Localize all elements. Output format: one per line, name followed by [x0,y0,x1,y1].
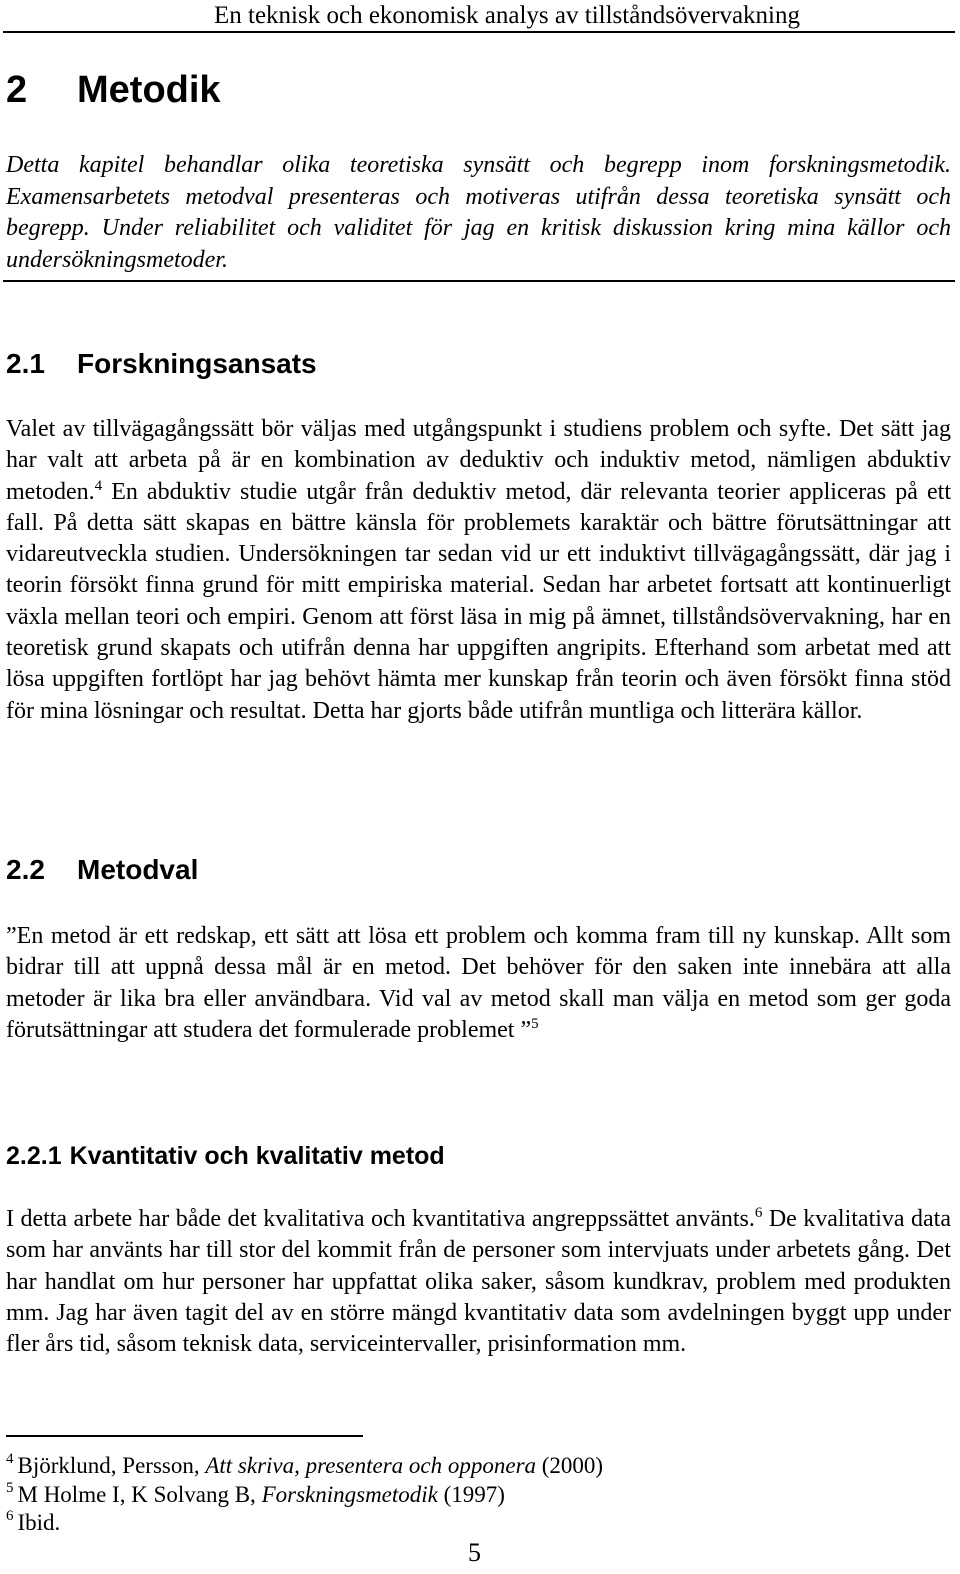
paragraph-text: Valet av tillvägagångssätt bör väljas med utgångspunkt i studiens problem och syfte. Det sätt jag har valt att arbeta på är en kombination av deduktiv och induktiv metod, nämligen abduktiv metoden. [6,416,951,505]
footnote-number: 5 [6,1479,14,1496]
footnote-text: Ibid. [17,1510,61,1535]
page-number: 5 [468,1538,481,1567]
footnote [6,1452,603,1481]
intro-rule [3,280,955,282]
section-heading-2-1 [6,347,317,381]
section-number: 2.1 [6,348,45,379]
section-heading-2-2 [6,853,198,887]
section-heading-2-2-1 [6,1139,445,1173]
chapter-heading [6,66,221,114]
footnote-number: 6 [6,1508,14,1524]
footnote [6,1481,603,1510]
section-title: Forskningsansats [77,348,317,379]
section-2-1-paragraph [6,414,951,727]
footnote-ref: 5 [531,1015,539,1032]
footnote-text: Björklund, Persson, [17,1453,206,1478]
chapter-intro: Detta kapitel behandlar olika teoretiska synsätt och begrepp inom forskningsmetodik. Examensarbetets metodval presenteras och motiveras utifrån dessa teoretiska synsätt och begrepp. Under reliabilitet och validitet för jag en kritisk diskussion kring mina källor och undersökningsmetoder. [6,152,951,274]
footnote-year: (1997) [437,1481,505,1507]
chapter-number: 2 [6,69,28,111]
footnote-title: Forskningsmetodik [261,1481,438,1507]
section-2-2-quote [6,921,951,1046]
paragraph-text: De kvalitativa data som har använts har till stor del kommit från de personer som intervjuats under arbetets gång. Det har handlat om hur personer har uppfattat olika saker, såsom kundkrav, problem med produkten mm. Jag har även tagit del av en större mängd kvantitativ data som avdelningen byggt upp under fler års tid, såsom teknisk data, serviceintervaller, prisinformation mm. [6,1206,951,1358]
footnote-year: (2000) [536,1453,604,1478]
footnote [6,1509,603,1538]
chapter-title: Metodik [77,69,221,111]
footnote-number: 4 [6,1451,14,1467]
header-rule [3,31,955,33]
footnote-ref: 4 [94,477,103,494]
running-header: En teknisk och ekonomisk analys av tillståndsövervakning [213,2,800,29]
section-2-2-1-paragraph [6,1204,951,1360]
paragraph-text: I detta arbete har både det kvalitativa och kvantitativa angreppssättet använts. [6,1206,755,1232]
section-number: 2.2.1 [6,1142,62,1170]
footnote-list [6,1452,603,1538]
section-title: Metodval [77,854,199,885]
section-title: Kvantitativ och kvalitativ metod [69,1142,445,1170]
section-number: 2.2 [6,854,45,885]
paragraph-text: En abduktiv studie utgår från deduktiv metod, där relevanta teorier appliceras på ett fall. På detta sätt skapas en bättre känsla för problemets karaktär och bättre förutsättningar att vidareutveckla studien. Undersökningen tar sedan vid ur ett induktivt tillvägagångssätt, där jag i teorin försökt finna grund för mitt empiriska material. Sedan har arbetet fortsatt att kontinuerligt växla mellan teori och empiri. Genom att först läsa in mig på ämnet, tillståndsövervakning, har en teoretisk grund skapats och utifrån denna har uppgiften angripits. Efterhand som arbetat med att lösa uppgiften fortlöpt har jag behövt hämta mer kunskap från teorin och även försökt finna stöd för mina lösningar och resultat. Detta har gjorts både utifrån muntliga och litterära källor. [6,478,951,724]
footnote-text: M Holme I, K Solvang B, [17,1481,262,1507]
footnote-rule [6,1435,363,1437]
quote-text: ”En metod är ett redskap, ett sätt att lösa ett problem och komma fram till ny kunskap. Allt som bidrar till att uppnå dessa mål är en metod. Det behöver för den saken inte innebära att alla metoder är lika bra eller användbara. Vid val av metod skall man välja en metod som ger goda förutsättningar att studera det formulerade problemet ” [6,923,951,1043]
footnote-ref: 6 [754,1205,763,1221]
footnote-title: Att skriva, presentera och opponera [205,1453,537,1478]
